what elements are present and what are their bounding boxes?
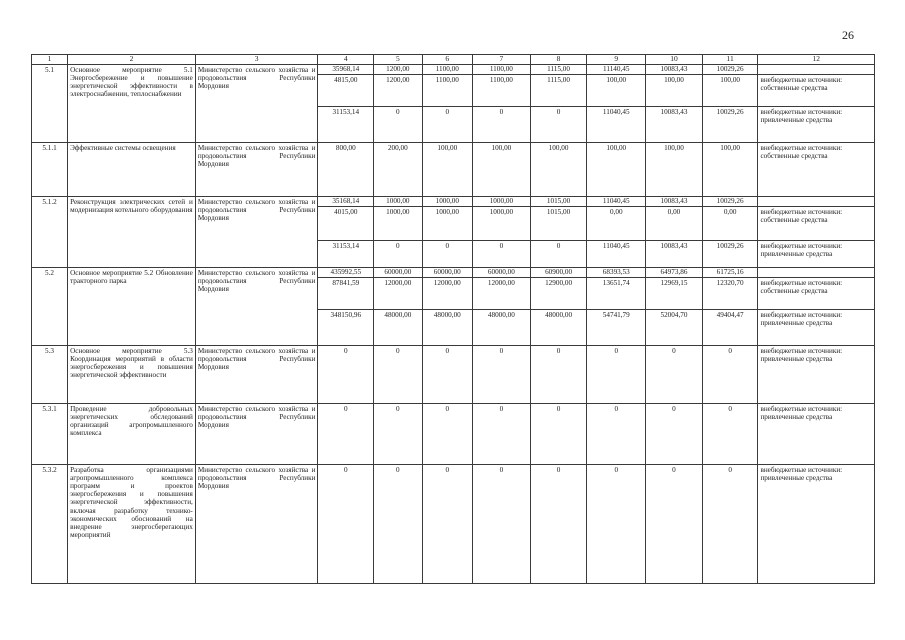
value-cell: 0: [422, 241, 472, 268]
value-cell: 48000,00: [473, 310, 531, 346]
total-cell: 68393,53: [587, 268, 646, 278]
value-cell: 0: [422, 346, 472, 404]
row-code: 5.3.2: [32, 465, 68, 584]
value-cell: 52004,70: [646, 310, 703, 346]
source-cell: [758, 197, 875, 207]
value-cell: 0,00: [587, 207, 646, 241]
value-cell: 0: [702, 465, 758, 584]
source-cell: внебюджетные источники: собственные средства: [758, 278, 875, 310]
value-cell: 10083,43: [646, 107, 703, 143]
value-cell: 0,00: [702, 207, 758, 241]
header-cell: 6: [422, 55, 472, 65]
value-cell: 100,00: [702, 75, 758, 107]
value-cell: 0: [530, 465, 587, 584]
total-cell: 1000,00: [374, 197, 422, 207]
row-executor: Министерство сельского хозяйства и продовольствия Республики Мордовия: [195, 346, 318, 404]
value-cell: 0: [530, 107, 587, 143]
value-cell: 0: [473, 346, 531, 404]
value-cell: 0: [422, 465, 472, 584]
value-cell: 0: [587, 346, 646, 404]
value-cell: 48000,00: [530, 310, 587, 346]
value-cell: 54741,79: [587, 310, 646, 346]
table-row: [32, 197, 875, 207]
row-executor: Министерство сельского хозяйства и продовольствия Республики Мордовия: [195, 143, 318, 197]
row-name: Реконструкция электрических сетей и модернизация котельного оборудования: [68, 197, 196, 268]
header-cell: 3: [195, 55, 318, 65]
value-cell: 10029,26: [702, 107, 758, 143]
value-cell: 100,00: [422, 143, 472, 197]
table-row: [32, 65, 875, 75]
value-cell: 0: [646, 465, 703, 584]
source-cell: [758, 65, 875, 75]
header-cell: 9: [587, 55, 646, 65]
value-cell: 0: [530, 241, 587, 268]
total-cell: 1000,00: [473, 197, 531, 207]
row-code: 5.1.1: [32, 143, 68, 197]
source-cell: внебюджетные источники: привлеченные средства: [758, 241, 875, 268]
value-cell: 800,00: [318, 143, 374, 197]
header-cell: 11: [702, 55, 758, 65]
row-code: 5.3: [32, 346, 68, 404]
source-cell: внебюджетные источники: собственные средства: [758, 207, 875, 241]
value-cell: 1015,00: [530, 207, 587, 241]
value-cell: 1200,00: [374, 75, 422, 107]
value-cell: 0: [530, 346, 587, 404]
row-code: 5.3.1: [32, 404, 68, 465]
row-name: Основное мероприятие 5.2 Обновление тракторного парка: [68, 268, 196, 346]
value-cell: 49404,47: [702, 310, 758, 346]
total-cell: 1015,00: [530, 197, 587, 207]
total-cell: 10029,26: [702, 65, 758, 75]
source-cell: внебюджетные источники: привлеченные средства: [758, 310, 875, 346]
table-row: [32, 346, 875, 404]
value-cell: 0: [374, 107, 422, 143]
value-cell: 100,00: [473, 143, 531, 197]
total-cell: 60900,00: [530, 268, 587, 278]
value-cell: 0: [422, 107, 472, 143]
header-cell: 12: [758, 55, 875, 65]
row-executor: Министерство сельского хозяйства и продовольствия Республики Мордовия: [195, 404, 318, 465]
value-cell: 87841,59: [318, 278, 374, 310]
value-cell: 1000,00: [374, 207, 422, 241]
source-cell: внебюджетные источники: привлеченные средства: [758, 404, 875, 465]
table-row: [32, 404, 875, 465]
funding-table: [31, 54, 875, 584]
table-row: [32, 268, 875, 278]
total-cell: 11140,45: [587, 65, 646, 75]
total-cell: 1115,00: [530, 65, 587, 75]
total-cell: 1100,00: [473, 65, 531, 75]
source-cell: внебюджетные источники: привлеченные средства: [758, 107, 875, 143]
value-cell: 1100,00: [473, 75, 531, 107]
value-cell: 0: [473, 241, 531, 268]
value-cell: 11040,45: [587, 107, 646, 143]
value-cell: 0: [530, 404, 587, 465]
total-cell: 10083,43: [646, 65, 703, 75]
row-code: 5.2: [32, 268, 68, 346]
value-cell: 12000,00: [374, 278, 422, 310]
row-name: Эффективные системы освещения: [68, 143, 196, 197]
value-cell: 0: [473, 465, 531, 584]
total-cell: 60000,00: [473, 268, 531, 278]
value-cell: 0: [646, 346, 703, 404]
value-cell: 12000,00: [422, 278, 472, 310]
value-cell: 1100,00: [422, 75, 472, 107]
value-cell: 31153,14: [318, 241, 374, 268]
value-cell: 0: [318, 465, 374, 584]
value-cell: 0: [702, 346, 758, 404]
value-cell: 0: [422, 404, 472, 465]
row-name: Проведение добровольных энергетических обследований организаций агропромышленного комплекса: [68, 404, 196, 465]
value-cell: 0: [473, 404, 531, 465]
row-name: Разработка организациями агропромышленного комплекса программ и проектов энергосбережения и повышения энергетической эффективности, включая разработку технико-экономических обоснований на внедрение энергосберегающих мероприятий: [68, 465, 196, 584]
value-cell: 12320,70: [702, 278, 758, 310]
header-cell: 7: [473, 55, 531, 65]
source-cell: внебюджетные источники: собственные средства: [758, 75, 875, 107]
value-cell: 10029,26: [702, 241, 758, 268]
value-cell: 0: [587, 404, 646, 465]
value-cell: 0: [702, 404, 758, 465]
total-cell: 10083,43: [646, 197, 703, 207]
value-cell: 1000,00: [473, 207, 531, 241]
total-cell: 61725,16: [702, 268, 758, 278]
value-cell: 0: [374, 346, 422, 404]
total-cell: 64973,86: [646, 268, 703, 278]
page-number: 26: [842, 28, 854, 42]
value-cell: 4015,00: [318, 207, 374, 241]
total-cell: 10029,26: [702, 197, 758, 207]
row-code: 5.1.2: [32, 197, 68, 268]
value-cell: 100,00: [646, 75, 703, 107]
header-cell: 4: [318, 55, 374, 65]
value-cell: 100,00: [646, 143, 703, 197]
value-cell: 0: [646, 404, 703, 465]
value-cell: 0: [374, 241, 422, 268]
total-cell: 1000,00: [422, 197, 472, 207]
value-cell: 200,00: [374, 143, 422, 197]
header-row: [32, 55, 875, 65]
value-cell: 48000,00: [374, 310, 422, 346]
value-cell: 348150,96: [318, 310, 374, 346]
value-cell: 12969,15: [646, 278, 703, 310]
value-cell: 31153,14: [318, 107, 374, 143]
total-cell: 60000,00: [422, 268, 472, 278]
value-cell: 0: [473, 107, 531, 143]
header-cell: 1: [32, 55, 68, 65]
value-cell: 1000,00: [422, 207, 472, 241]
value-cell: 4815,00: [318, 75, 374, 107]
value-cell: 0: [318, 404, 374, 465]
total-cell: 11040,45: [587, 197, 646, 207]
table-row: [32, 465, 875, 584]
row-executor: Министерство сельского хозяйства и продовольствия Республики Мордовия: [195, 65, 318, 143]
value-cell: 100,00: [530, 143, 587, 197]
row-name: Основное мероприятие 5.3 Координация мероприятий в области энергосбережения и повышения энергетической эффективности: [68, 346, 196, 404]
total-cell: 1200,00: [374, 65, 422, 75]
value-cell: 12900,00: [530, 278, 587, 310]
value-cell: 0: [374, 465, 422, 584]
total-cell: 35968,14: [318, 65, 374, 75]
header-cell: 2: [68, 55, 196, 65]
row-executor: Министерство сельского хозяйства и продовольствия Республики Мордовия: [195, 268, 318, 346]
value-cell: 100,00: [587, 143, 646, 197]
total-cell: 435992,55: [318, 268, 374, 278]
value-cell: 13651,74: [587, 278, 646, 310]
value-cell: 12000,00: [473, 278, 531, 310]
value-cell: 11040,45: [587, 241, 646, 268]
source-cell: внебюджетные источники: собственные средства: [758, 143, 875, 197]
value-cell: 0,00: [646, 207, 703, 241]
header-cell: 10: [646, 55, 703, 65]
header-cell: 5: [374, 55, 422, 65]
total-cell: 35168,14: [318, 197, 374, 207]
value-cell: 0: [374, 404, 422, 465]
row-executor: Министерство сельского хозяйства и продовольствия Республики Мордовия: [195, 197, 318, 268]
row-executor: Министерство сельского хозяйства и продовольствия Республики Мордовия: [195, 465, 318, 584]
total-cell: 60000,00: [374, 268, 422, 278]
value-cell: 48000,00: [422, 310, 472, 346]
source-cell: внебюджетные источники: привлеченные средства: [758, 465, 875, 584]
value-cell: 100,00: [587, 75, 646, 107]
row-name: Основное мероприятие 5.1 Энергосбережение и повышение энергетической эффективности в электроснабжении, теплоснабжении: [68, 65, 196, 143]
total-cell: 1100,00: [422, 65, 472, 75]
table-row: [32, 143, 875, 197]
row-code: 5.1: [32, 65, 68, 143]
value-cell: 0: [587, 465, 646, 584]
value-cell: 100,00: [702, 143, 758, 197]
header-cell: 8: [530, 55, 587, 65]
source-cell: внебюджетные источники: привлеченные средства: [758, 346, 875, 404]
value-cell: 10083,43: [646, 241, 703, 268]
source-cell: [758, 268, 875, 278]
value-cell: 1115,00: [530, 75, 587, 107]
value-cell: 0: [318, 346, 374, 404]
